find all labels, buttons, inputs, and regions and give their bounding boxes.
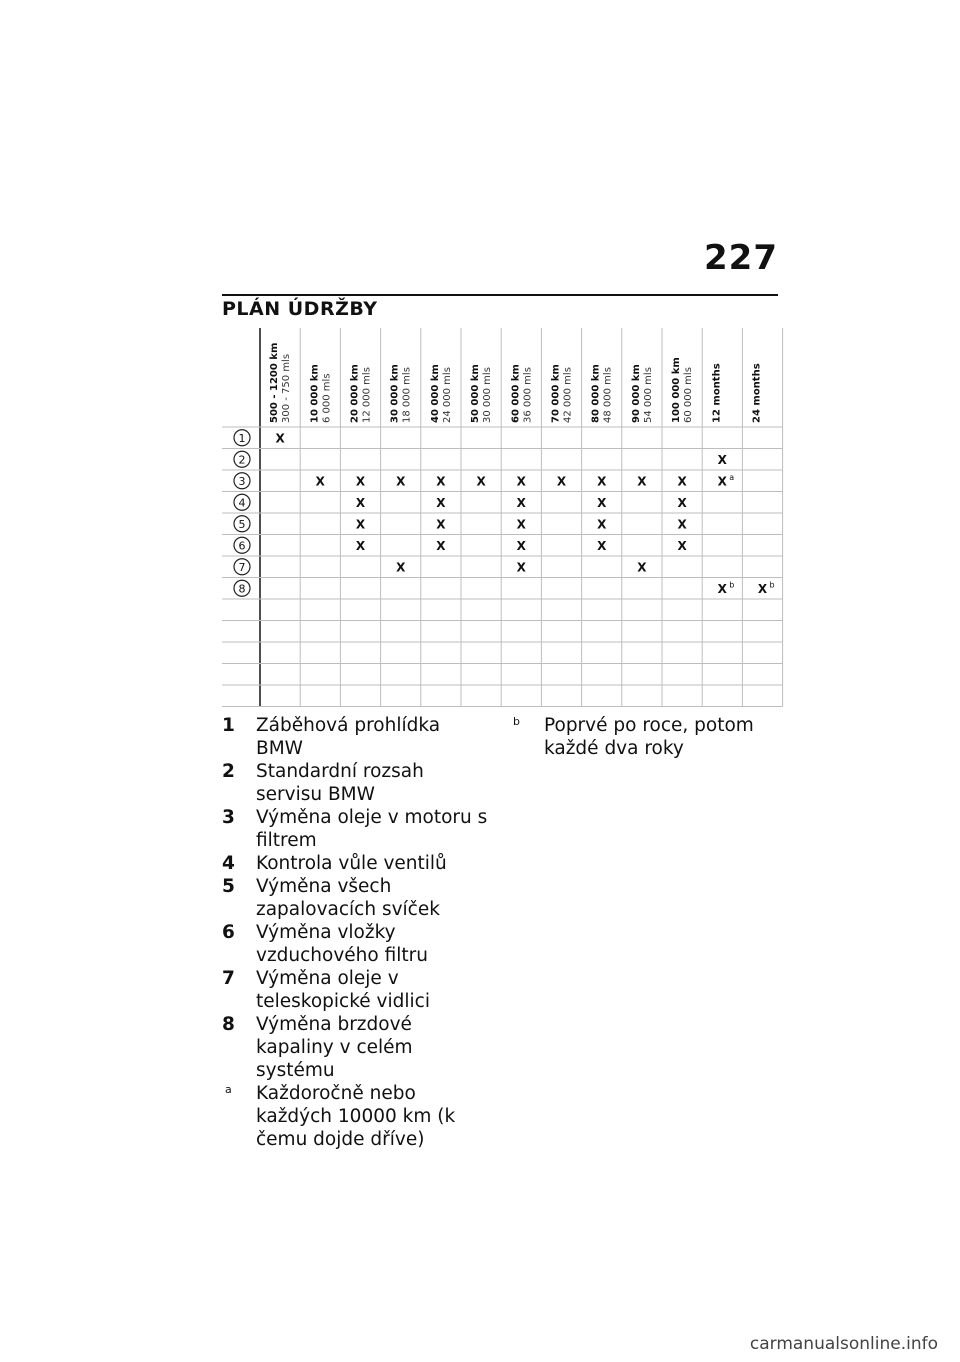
column-header-primary: 60 000 km <box>510 364 522 423</box>
service-mark-note: b <box>729 580 735 590</box>
legend-item <box>222 1082 492 1151</box>
legend-text: Kontrola vůle ventilů <box>256 853 447 874</box>
column-header-secondary: 42 000 mls <box>562 367 574 423</box>
column-header-secondary: 36 000 mls <box>522 367 534 423</box>
page-number: 227 <box>704 238 778 278</box>
legend-item <box>222 875 492 921</box>
service-mark: X <box>677 474 687 489</box>
service-mark: X <box>516 560 526 575</box>
service-mark: X <box>677 538 687 553</box>
legend-text: Výměna brzdové kapaliny v celém systému <box>256 1014 413 1081</box>
legend-item <box>510 714 780 760</box>
column-header-primary: 50 000 km <box>470 364 482 423</box>
service-mark: X <box>396 560 406 575</box>
service-mark: X <box>757 581 768 596</box>
legend-key: 6 <box>222 922 235 943</box>
legend-item <box>222 967 492 1013</box>
service-mark: X <box>597 517 607 532</box>
legend-text: Výměna oleje v motoru s filtrem <box>256 807 488 851</box>
legend-item <box>222 1013 492 1082</box>
row-label: 2 <box>238 453 246 467</box>
service-mark: X <box>315 474 325 489</box>
service-mark-note: b <box>769 580 775 590</box>
legend-item <box>222 921 492 967</box>
service-mark: X <box>436 495 446 510</box>
legend-text: Výměna oleje v teleskopické vidlici <box>256 968 430 1012</box>
footer-watermark: carmanualsonline.info <box>749 1334 938 1354</box>
service-mark: X <box>275 431 285 446</box>
service-mark: X <box>436 474 446 489</box>
service-mark-note: a <box>729 472 735 482</box>
column-header-secondary: 12 000 mls <box>361 367 373 423</box>
legend-item <box>222 852 492 875</box>
column-header-secondary: 54 000 mls <box>642 367 654 423</box>
legend-item <box>222 760 492 806</box>
service-mark: X <box>476 474 486 489</box>
legend-text: Každoročně nebo každých 10000 km (k čemu dojde dříve) <box>256 1083 456 1150</box>
row-label: 3 <box>238 474 246 488</box>
row-label: 1 <box>238 431 246 445</box>
row-label: 7 <box>238 560 246 574</box>
column-header-primary: 70 000 km <box>550 364 562 423</box>
service-mark: X <box>717 452 727 467</box>
row-label: 5 <box>238 517 246 531</box>
service-mark: X <box>516 495 526 510</box>
legend-text: Výměna vložky vzduchového filtru <box>256 922 428 966</box>
service-mark: X <box>436 538 446 553</box>
column-header-primary: 90 000 km <box>630 364 642 423</box>
legend-text: Poprvé po roce, potom každé dva roky <box>544 715 754 759</box>
column-header-primary: 100 000 km <box>671 357 683 423</box>
column-header-secondary: 30 000 mls <box>482 367 494 423</box>
legend-text: Záběhová prohlídka BMW <box>256 715 441 759</box>
legend-key: 2 <box>222 761 235 782</box>
service-mark: X <box>717 474 727 489</box>
service-mark: X <box>556 474 567 489</box>
service-mark: X <box>436 517 446 532</box>
legend-key: 3 <box>222 807 235 828</box>
service-mark: X <box>637 474 647 489</box>
service-mark: X <box>597 474 607 489</box>
column-header-primary: 40 000 km <box>429 364 441 423</box>
service-mark: X <box>717 581 727 596</box>
service-mark: X <box>355 474 366 489</box>
legend-left <box>222 714 492 1151</box>
service-mark: X <box>597 495 607 510</box>
column-header-secondary: 60 000 mls <box>683 367 695 423</box>
column-header-primary: 24 months <box>751 363 763 423</box>
column-header-secondary: 300 - 750 mls <box>281 353 293 423</box>
legend-item <box>222 806 492 852</box>
column-header-primary: 500 - 1200 km <box>269 342 281 423</box>
service-mark: X <box>355 495 366 510</box>
legend-key: b <box>513 715 520 728</box>
legend-key: 5 <box>222 876 235 897</box>
row-label: 8 <box>238 582 246 596</box>
column-header-primary: 30 000 km <box>389 364 401 423</box>
row-label: 4 <box>238 496 246 510</box>
column-header-primary: 20 000 km <box>349 364 361 423</box>
service-mark: X <box>355 517 366 532</box>
column-header-secondary: 18 000 mls <box>401 367 413 423</box>
legend-key: 8 <box>222 1014 235 1035</box>
legend-key: 1 <box>222 715 235 736</box>
column-header-secondary: 48 000 mls <box>602 367 614 423</box>
service-mark: X <box>516 517 526 532</box>
service-mark: X <box>355 538 366 553</box>
legend-item <box>222 714 492 760</box>
column-header-secondary: 6 000 mls <box>321 373 333 423</box>
service-mark: X <box>677 495 687 510</box>
column-header-primary: 12 months <box>711 363 723 423</box>
service-mark: X <box>677 517 687 532</box>
service-mark: X <box>516 474 526 489</box>
section-title: PLÁN ÚDRŽBY <box>222 298 378 320</box>
service-mark: X <box>516 538 526 553</box>
column-header-primary: 80 000 km <box>590 364 602 423</box>
legend-key: 7 <box>222 968 235 989</box>
service-mark: X <box>597 538 607 553</box>
legend-key: 4 <box>222 853 235 874</box>
column-header-secondary: 24 000 mls <box>441 367 453 423</box>
legend-key: a <box>225 1083 232 1096</box>
legend-text: Standardní rozsah servisu BMW <box>256 761 424 805</box>
service-mark: X <box>396 474 406 489</box>
service-mark: X <box>637 560 647 575</box>
row-label: 6 <box>238 539 246 553</box>
legend-right <box>510 714 780 760</box>
column-header-primary: 10 000 km <box>309 364 321 423</box>
legend-text: Výměna všech zapalovacích svíček <box>256 876 440 920</box>
